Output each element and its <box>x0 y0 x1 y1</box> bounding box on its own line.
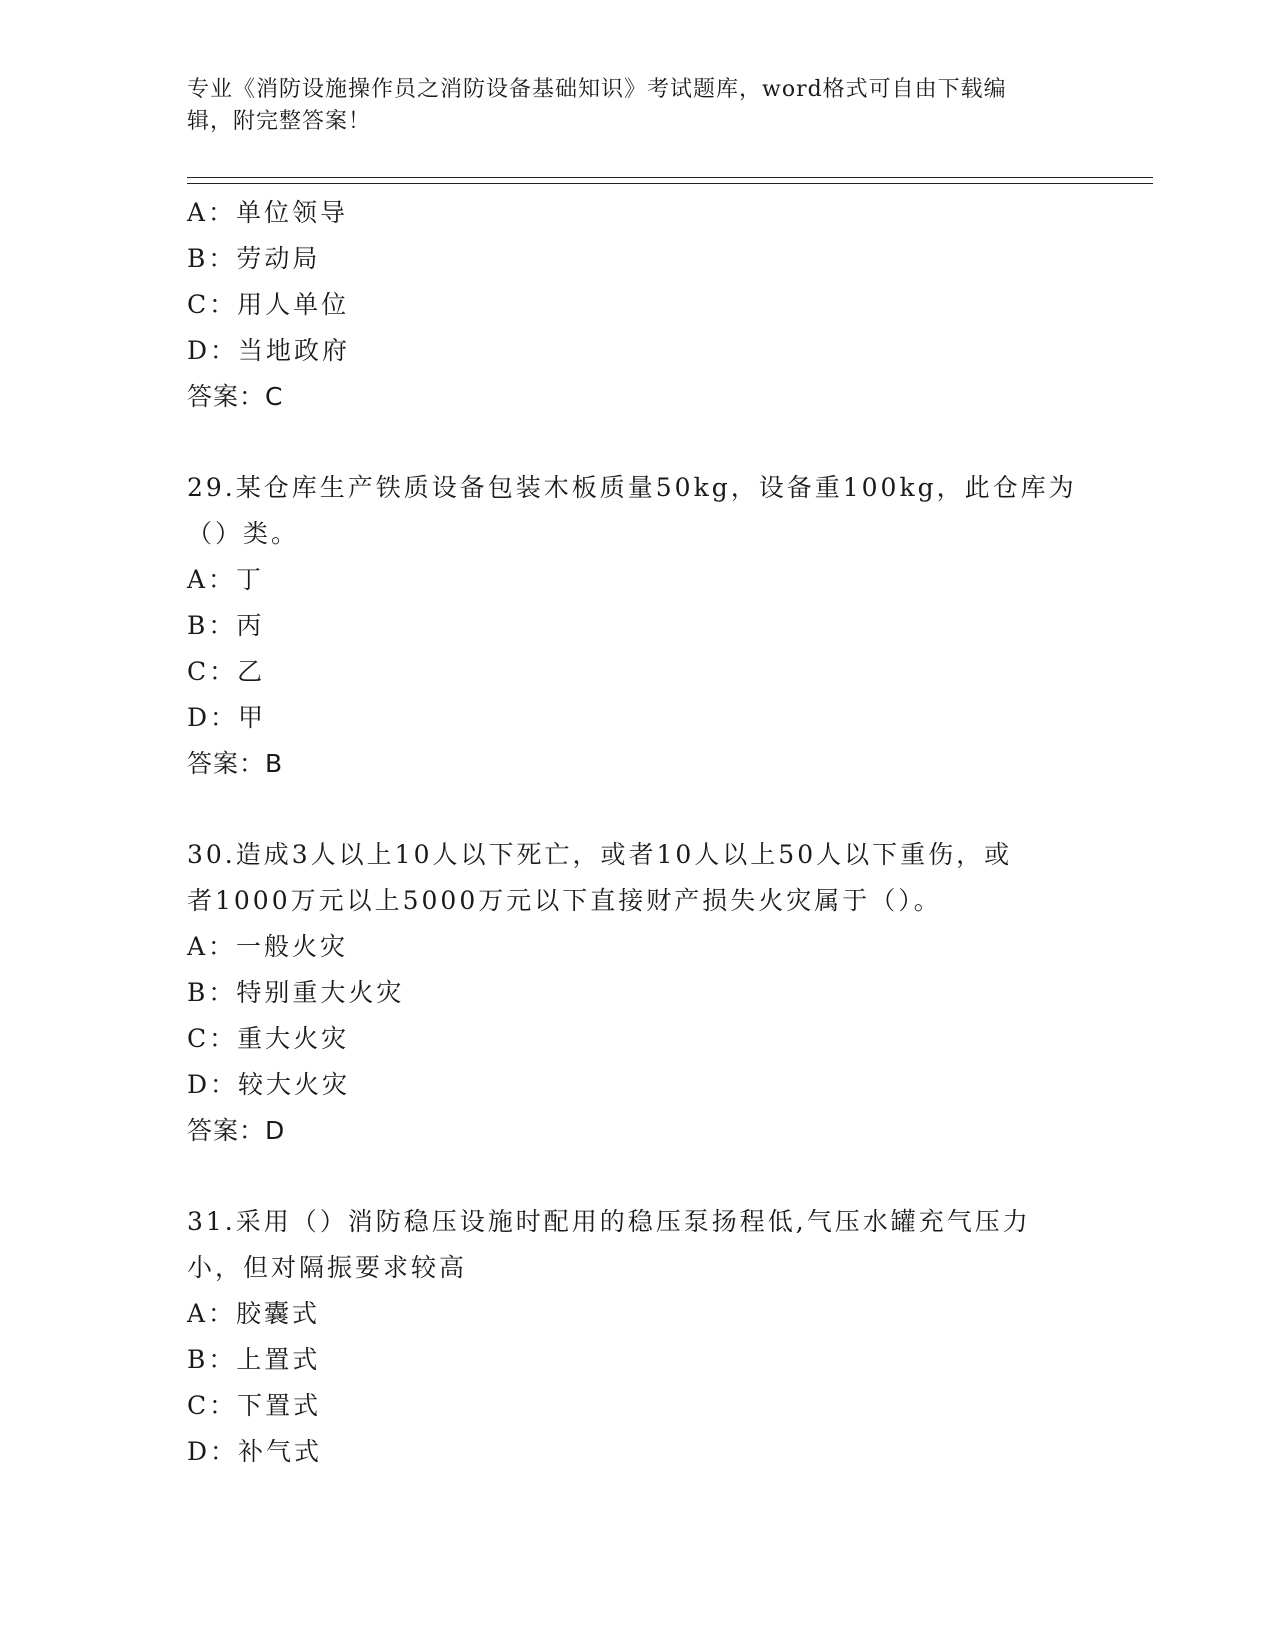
question-text-line-1: 31.采用（）消防稳压设施时配用的稳压泵扬程低,气压水罐充气压力 <box>187 1207 1031 1236</box>
question-text-line-1: 30.造成3人以上10人以下死亡，或者10人以上50人以下重伤，或 <box>187 840 1013 869</box>
option-c: C：下置式 <box>187 1391 322 1420</box>
question-text-line-2: 者1000万元以上5000万元以下直接财产损失火灾属于（）。 <box>187 886 942 915</box>
document-header <box>187 74 1067 138</box>
question-block-31 <box>187 1199 1077 1475</box>
option-c: C：用人单位 <box>187 290 350 319</box>
option-c: C：乙 <box>187 657 266 686</box>
question-text-line-2: 小，但对隔振要求较高 <box>187 1253 468 1282</box>
option-a: A：一般火灾 <box>187 932 349 961</box>
question-text-line-2: （）类。 <box>187 519 300 548</box>
header-line-1: 专业《消防设施操作员之消防设备基础知识》考试题库，word格式可自由下载编 <box>187 77 1007 102</box>
answer-label: 答案：C <box>187 382 284 411</box>
option-d: D：甲 <box>187 703 267 732</box>
question-block-30 <box>187 832 1077 1154</box>
question-list <box>187 190 1077 1475</box>
answer-label: 答案：B <box>187 749 284 778</box>
option-c: C：重大火灾 <box>187 1024 350 1053</box>
question-block-28 <box>187 190 1077 420</box>
header-divider-top <box>187 177 1153 178</box>
option-b: B：上置式 <box>187 1345 321 1374</box>
header-line-2: 辑，附完整答案！ <box>187 109 372 134</box>
option-a: A：丁 <box>187 565 265 594</box>
answer-label: 答案：D <box>187 1116 286 1145</box>
option-b: B：丙 <box>187 611 265 640</box>
option-a: A：单位领导 <box>187 198 349 227</box>
question-block-29 <box>187 465 1077 787</box>
option-d: D：补气式 <box>187 1437 323 1466</box>
option-d: D：当地政府 <box>187 336 351 365</box>
option-b: B：劳动局 <box>187 244 321 273</box>
option-b: B：特别重大火灾 <box>187 978 405 1007</box>
question-text-line-1: 29.某仓库生产铁质设备包装木板质量50kg，设备重100kg，此仓库为 <box>187 473 1077 502</box>
option-d: D：较大火灾 <box>187 1070 351 1099</box>
option-a: A：胶囊式 <box>187 1299 321 1328</box>
header-divider-bottom <box>187 183 1153 184</box>
